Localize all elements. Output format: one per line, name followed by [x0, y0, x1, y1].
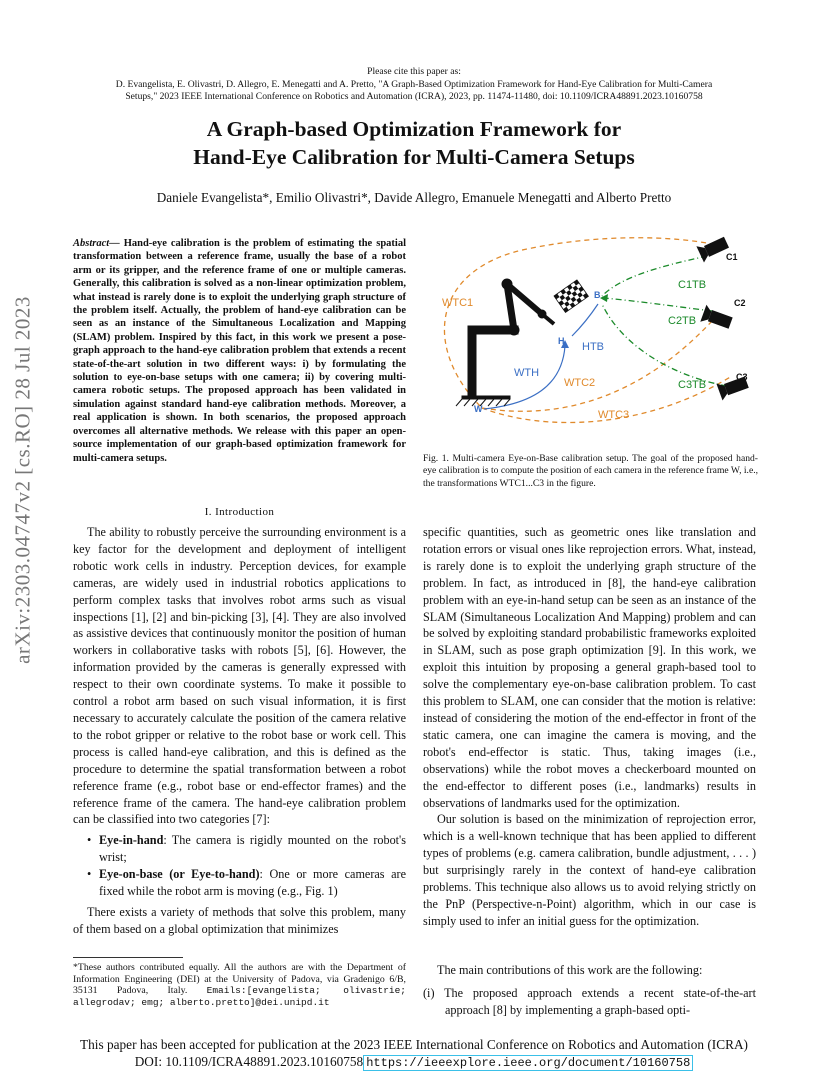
bullet-term: Eye-on-base (or Eye-to-hand) — [99, 867, 260, 882]
label-wtc1: WTC1 — [442, 297, 474, 309]
label-b: B — [594, 290, 601, 300]
arxiv-stamp — [8, 296, 38, 664]
checkerboard — [554, 280, 588, 312]
bullet-text: : The camera is rigidly mounted on the robot's wrist; — [99, 833, 406, 865]
list-item — [73, 866, 406, 900]
calibration-categories-list — [73, 832, 406, 900]
citation-line-2: D. Evangelista, E. Olivastri, D. Allegro, E. Menegatti and A. Pretto, "A Graph-Based Optimization Framework for Hand-Eye Calibration for Multi-Camera — [115, 78, 713, 90]
right-paragraph-2: Our solution is based on the minimization of reprojection error, which is a well-known technique that has been applied to different types of problems (e.g. camera calibration, bundle adjustment, . . . ) but surprisingly rarely in the context of hand-eye calibration problems. This technique also allows us to avoid relying strictly on the PnP (Perspective-n-Point) algorithm, which in our case is simply used to infer an initial guess for the optimization. — [423, 812, 756, 928]
list-item — [73, 832, 406, 866]
label-w: W — [474, 404, 483, 414]
label-wtc2: WTC2 — [564, 377, 596, 389]
htb-arrow — [572, 304, 598, 336]
paper-title — [0, 115, 828, 171]
right-paragraph-1: specific quantities, such as geometric ones like translation and rotation errors or visual ones like reprojection errors. What, instead, is rarely done is to exploit the underlying graph structure of the problem. In fact, as introduced in [8], the hand-eye calibration problem with an eye-in-hand setup can be seen as an instance of the SLAM (Simultaneous Localization And Mapping) problem and can be solved by exploiting standard probabilistic frameworks exploited in SLAM, such as pose graph optimization [9]. In this work, we exploit this intuition by proposing a general graph-based tool to solve the complementary eye-on-base calibration problem. To cast this problem to SLAM, one can consider that the motion is relative: instead of considering the motion of the end-effector in front of the static camera, one can imagine the camera is moving, and the robot's end-effector is static. Thus, taking images (i.e., observations) while the robot moves a checkerboard mounted on the end-effector to different poses (i.e., landmarks) results in observations of landmarks used for the optimization. — [423, 525, 756, 810]
citation-line-1: Please cite this paper as: — [367, 66, 461, 77]
bullet-text: : One or more cameras are fixed while the robot arm is moving (e.g., Fig. 1) — [99, 867, 406, 899]
contributions — [423, 962, 756, 1019]
publication-doi: DOI: 10.1109/ICRA48891.2023.10160758 — [134, 1054, 364, 1069]
author-list: Daniele Evangelista*, Emilio Olivastri*, Davide Allegro, Emanuele Menegatti and Alberto Pretto — [156, 190, 672, 205]
section-heading-introduction: I. Introduction — [204, 506, 275, 518]
figure-1-caption: Fig. 1. Multi-camera Eye-on-Base calibration setup. The goal of the proposed hand-eye calibration is to compute the position of each camera in the reference frame W, i.e., the transformations WTC1...C3 in the figure. — [423, 453, 758, 489]
left-column-body — [73, 524, 406, 938]
label-c2: C2 — [734, 298, 746, 308]
footnote — [73, 962, 406, 1008]
intro-paragraph-2: There exists a variety of methods that solve this problem, many of them based on a global optimization that minimizes — [73, 904, 406, 936]
publication-note — [0, 1036, 828, 1072]
label-c3tb: C3TB — [678, 379, 707, 391]
footnote-text: *These authors contributed equally. All the authors are with the Department of Information Engineering (DEI) at the University of Padova, via Gradenigo 6/B, 35131 Padova, Italy. — [73, 962, 406, 997]
abstract-lead: Abstract — [73, 238, 110, 249]
abstract — [73, 237, 406, 465]
label-c2tb: C2TB — [668, 315, 697, 327]
calibration-setup-diagram — [422, 226, 762, 441]
ieee-xplore-link[interactable]: https://ieeexplore.ieee.org/document/10160758 — [363, 1055, 693, 1071]
citation-notice — [0, 66, 828, 104]
label-c1tb: C1TB — [678, 279, 707, 291]
label-c3: C3 — [736, 372, 748, 382]
footnote-divider — [73, 957, 183, 958]
bullet-term: Eye-in-hand — [99, 833, 164, 848]
abstract-text: — Hand-eye calibration is the problem of estimating the spatial transformation between a reference frame, usually the base of a robot arm or its gripper, and the reference frame of one or multiple cameras. Generally, this calibration is solved as a non-linear optimization problem, what instead is rarely done is to exploit the underlying graph structure of the problem itself. Actually, the problem of hand-eye calibration can be seen as an instance of the Simultaneous Localization and Mapping (SLAM) problem. Inspired by this fact, in this work we present a pose-graph approach to the hand-eye calibration problem that extends a recent state-of-the-art solution in two different ways: i) by formulating the solution to eye-on-base setups with one camera; ii) by covering multi-camera robotic setups. The proposed approach has been validated in simulation against standard hand-eye calibration methods. Moreover, a real application is shown. In both scenarios, the proposed approach overcomes all alternative methods. We release with this paper an open-source implementation of our graph-based optimization framework for multi-camera setups. — [73, 238, 406, 464]
publication-note-line-2 — [0, 1053, 828, 1072]
label-wtc3: WTC3 — [598, 409, 630, 421]
label-c1: C1 — [726, 252, 738, 262]
arxiv-stamp-text: arXiv:2303.04747v2 [cs.RO] 28 Jul 2023 — [10, 296, 35, 664]
footnote-emails: Emails:[evangelista; olivastrie; allegrodav; emg; alberto.pretto]@dei.unipd.it — [73, 985, 406, 1008]
contribution-item-1: (i) The proposed approach extends a recent state-of-the-art approach [8] by implementing a graph-based opti- — [423, 985, 756, 1017]
contributions-intro: The main contributions of this work are the following: — [437, 963, 703, 977]
publication-note-line-1: This paper has been accepted for publication at the 2023 IEEE International Conference on Robotics and Automation (ICRA) — [80, 1037, 748, 1052]
label-h: H — [558, 336, 565, 346]
title-line-1: A Graph-based Optimization Framework for — [206, 117, 622, 141]
c2tb-arrow — [604, 298, 712, 311]
intro-paragraph-1: The ability to robustly perceive the surrounding environment is a key factor for the development and deployment of intelligent robotic work cells in industry. Perception devices, for example cameras, are widely used in industrial robotics applications to perform complex tasks that involves robot arms such as visual inspections [1], [2] and bin-picking [3], [4]. They are also involved as assistive devices that continuously monitor the position of human workers in collaborative tasks with robots [5], [6]. However, the information provided by the cameras is generally expressed with respect to their own coordinate systems. To make it possible to control a robot arm based on such visual information, it is first necessary to accurately calculate the position of the camera relative to the robot gripper or relative to the robot base or work cell. This process is called hand-eye calibration, and this is defined as the procedure to determine the spatial transformation between a robot reference frame (e.g., robot base or end-effector frames) and the reference frame of the camera. The hand-eye calibration problem can be classified into two categories [7]: — [73, 525, 406, 827]
label-htb: HTB — [582, 341, 604, 353]
right-column-body — [423, 524, 756, 930]
title-line-2: Hand-Eye Calibration for Multi-Camera Setups — [193, 145, 635, 169]
figure-1 — [422, 226, 762, 441]
label-wth: WTH — [514, 367, 540, 379]
citation-line-3: Setups," 2023 IEEE International Conference on Robotics and Automation (ICRA), 2023, pp. 11474-11480, doi: 10.1109/ICRA48891.2023.10160758 — [125, 91, 703, 102]
